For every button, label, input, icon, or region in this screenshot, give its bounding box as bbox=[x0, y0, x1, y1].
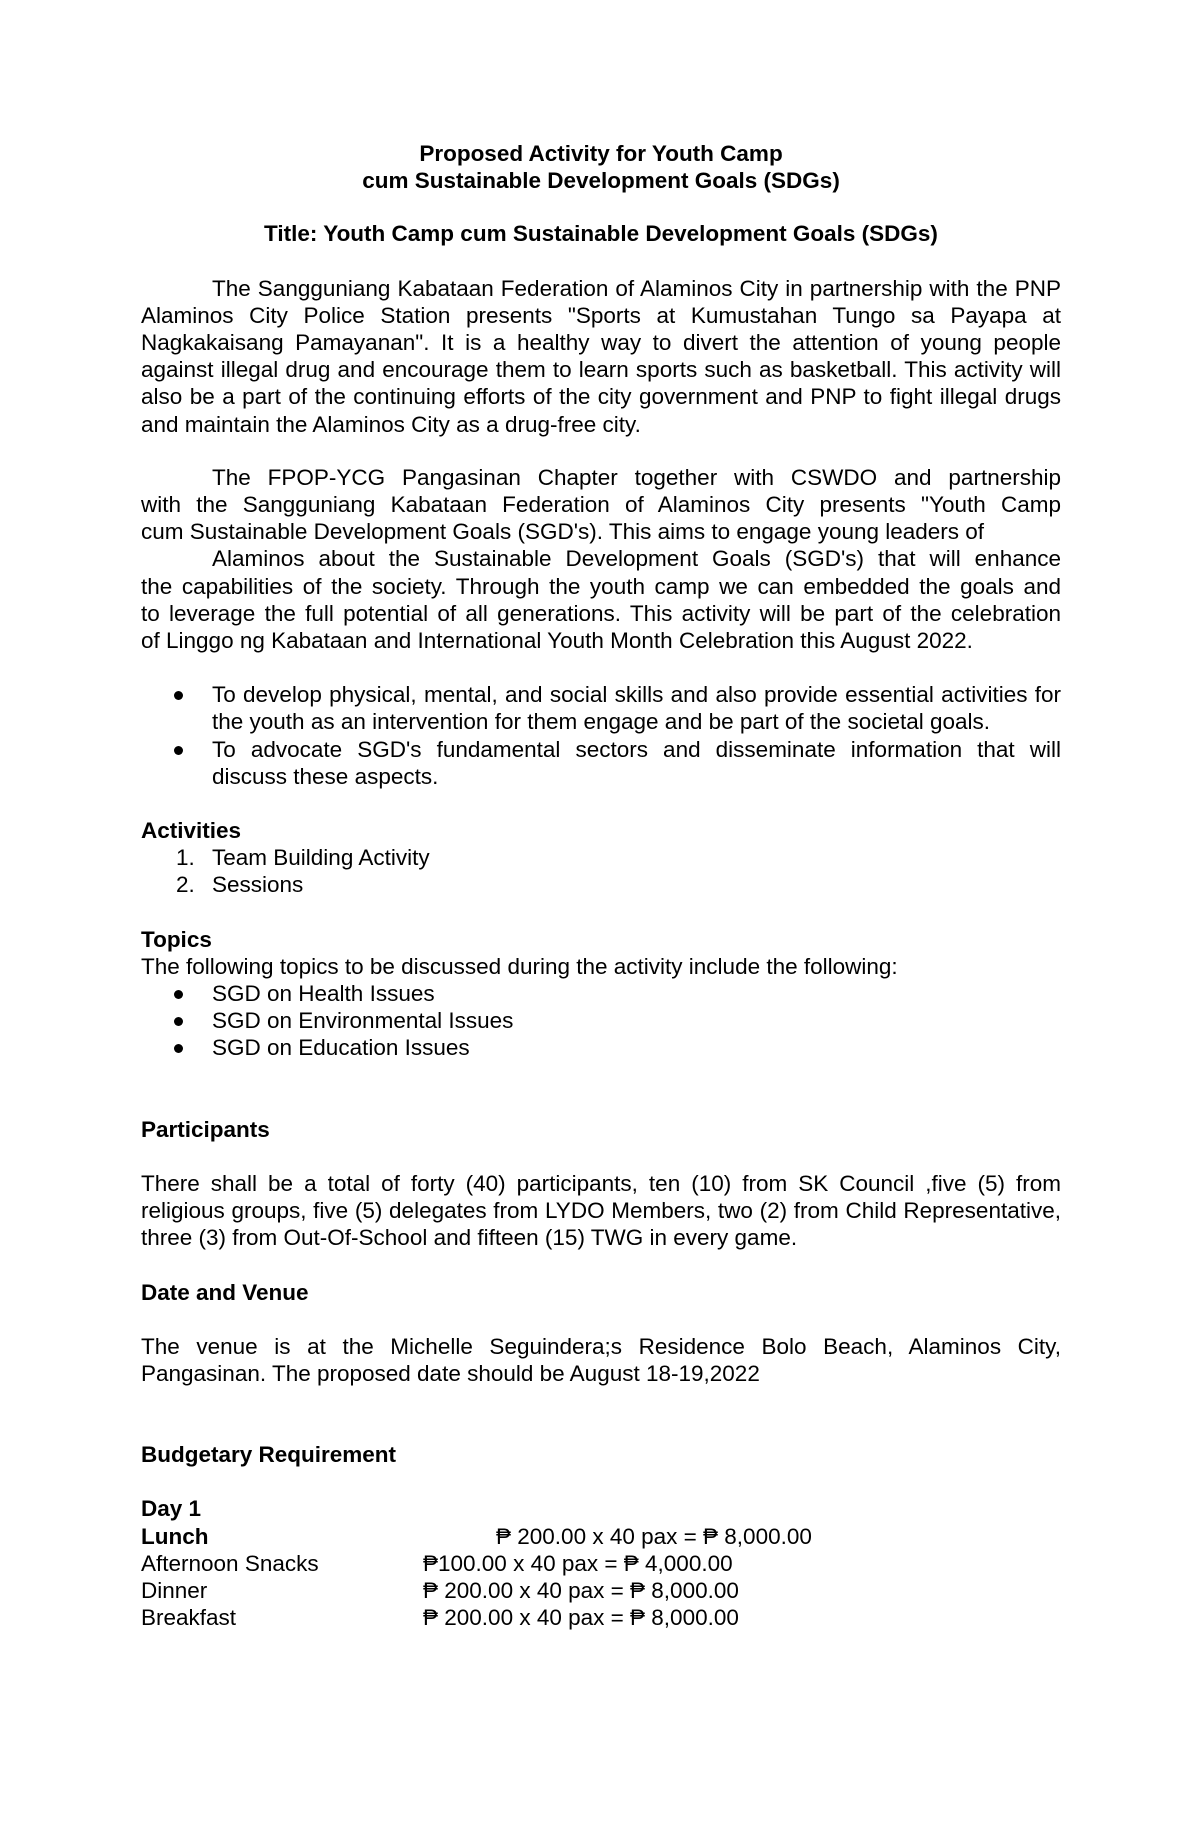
activity-item bbox=[141, 844, 1061, 871]
paragraph-line: cum Sustainable Development Goals (SGD's). This aims to engage young leaders of bbox=[141, 519, 985, 545]
paragraph-line: to leverage the full potential of all generations. This activity will be part of the celebration bbox=[141, 600, 1061, 626]
title-line-1: Proposed Activity for Youth Camp bbox=[419, 141, 783, 166]
budget-item-label: Lunch bbox=[141, 1523, 209, 1549]
budget-item-calc: ₱ 200.00 x 40 pax = ₱ 8,000.00 bbox=[496, 1523, 812, 1549]
document-subtitle: Title: Youth Camp cum Sustainable Development Goals (SDGs) bbox=[264, 221, 938, 247]
topic-item bbox=[141, 1007, 1061, 1034]
budget-table bbox=[141, 1495, 1061, 1631]
paragraph-line: Alaminos about the Sustainable Development Goals (SGD's) that will enhance bbox=[212, 546, 1061, 572]
paragraph-line: of Linggo ng Kabataan and International Youth Month Celebration this August 2022. bbox=[141, 628, 973, 654]
date-venue-text: The venue is at the Michelle Seguindera;s Residence Bolo Beach, Alaminos City, Pangasinan. The proposed date should be August 18-19,2022 bbox=[141, 1333, 1061, 1386]
bullet-icon bbox=[174, 746, 183, 755]
objective-text: To advocate SGD's fundamental sectors and disseminate information that will discuss these aspects. bbox=[212, 736, 1061, 789]
activity-number: 1. bbox=[176, 845, 195, 871]
budget-row bbox=[141, 1577, 1061, 1604]
topic-text: SGD on Health Issues bbox=[212, 981, 435, 1007]
activity-number: 2. bbox=[176, 872, 195, 898]
topics-list bbox=[141, 980, 1061, 1062]
budget-item-calc: ₱100.00 x 40 pax = ₱ 4,000.00 bbox=[423, 1550, 733, 1576]
activities-heading: Activities bbox=[141, 818, 242, 844]
budget-item-calc: ₱ 200.00 x 40 pax = ₱ 8,000.00 bbox=[423, 1577, 739, 1603]
bullet-icon bbox=[174, 1044, 183, 1053]
budget-row bbox=[141, 1523, 1061, 1550]
budget-day-row bbox=[141, 1495, 1061, 1522]
topics-intro: The following topics to be discussed during the activity include the following: bbox=[141, 953, 898, 979]
paragraph-line: the capabilities of the society. Through the youth camp we can embedded the goals and bbox=[141, 573, 1061, 599]
participants-heading: Participants bbox=[141, 1116, 270, 1142]
participants-text: There shall be a total of forty (40) participants, ten (10) from SK Council ,five (5) from religious groups, five (5) delegates from LYDO Members, two (2) from Child Representative, three (3) from Out-Of-School and fifteen (15) TWG in every game. bbox=[141, 1170, 1061, 1251]
objectives-list bbox=[141, 681, 1061, 790]
bullet-icon bbox=[174, 1017, 183, 1026]
date-venue-heading: Date and Venue bbox=[141, 1279, 309, 1305]
intro-paragraph-2 bbox=[141, 464, 1061, 654]
topic-item bbox=[141, 1034, 1061, 1061]
objective-text: To develop physical, mental, and social skills and also provide essential activities for the youth as an intervention for them engage and be part of the societal goals. bbox=[212, 682, 1061, 735]
activity-label: Team Building Activity bbox=[212, 845, 430, 871]
paragraph-line: with the Sangguniang Kabataan Federation of Alaminos City presents "Youth Camp bbox=[141, 492, 1061, 518]
bullet-icon bbox=[174, 691, 183, 700]
budget-item-label: Dinner bbox=[141, 1577, 208, 1603]
budget-item-calc: ₱ 200.00 x 40 pax = ₱ 8,000.00 bbox=[423, 1605, 739, 1631]
budget-item-label: Breakfast bbox=[141, 1605, 237, 1631]
document-content bbox=[141, 140, 1061, 1631]
topic-text: SGD on Environmental Issues bbox=[212, 1008, 514, 1034]
document-title bbox=[141, 140, 1061, 194]
objective-item bbox=[141, 681, 1061, 735]
topic-item bbox=[141, 980, 1061, 1007]
activity-label: Sessions bbox=[212, 872, 304, 898]
activities-list bbox=[141, 844, 1061, 898]
title-line-2: cum Sustainable Development Goals (SDGs) bbox=[362, 168, 840, 194]
intro-paragraph-1: The Sangguniang Kabataan Federation of Alaminos City in partnership with the PNP Alaminos City Police Station presents "Sports at Kumustahan Tungo sa Payapa at Nagkakaisang Pamayanan". It is a healthy way to divert the attention of young people against illegal drug and encourage them to learn sports such as basketball. This activity will also be a part of the continuing efforts of the city government and PNP to fight illegal drugs and maintain the Alaminos City as a drug-free city. bbox=[141, 275, 1061, 437]
bullet-icon bbox=[174, 990, 183, 999]
activity-item bbox=[141, 871, 1061, 898]
budget-day-label: Day 1 bbox=[141, 1496, 202, 1522]
objective-item bbox=[141, 736, 1061, 790]
paragraph-line: The FPOP-YCG Pangasinan Chapter together with CSWDO and partnership bbox=[212, 464, 1061, 490]
budget-item-label: Afternoon Snacks bbox=[141, 1550, 319, 1576]
budget-row bbox=[141, 1550, 1061, 1577]
topic-text: SGD on Education Issues bbox=[212, 1035, 470, 1061]
budget-heading: Budgetary Requirement bbox=[141, 1442, 397, 1468]
topics-heading: Topics bbox=[141, 926, 212, 952]
budget-row bbox=[141, 1604, 1061, 1631]
